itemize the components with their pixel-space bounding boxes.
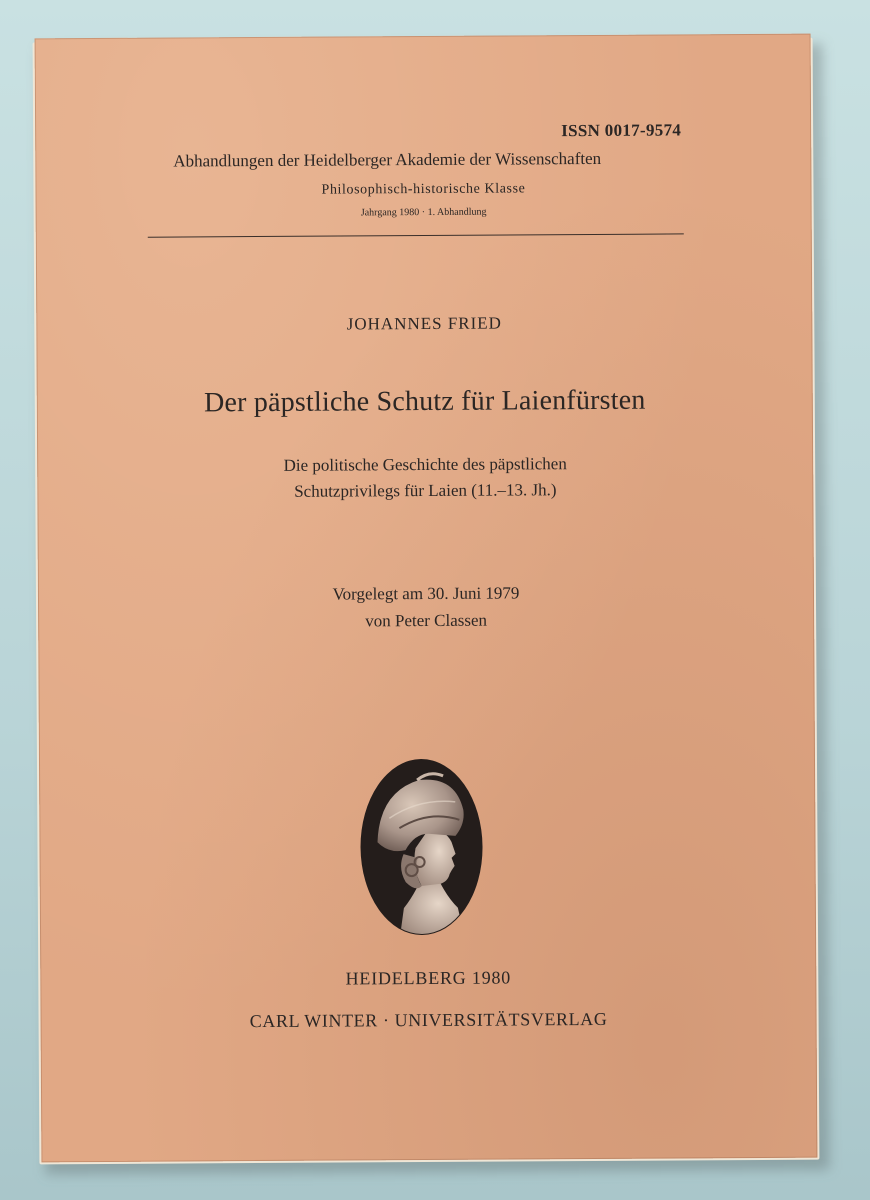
- class-label: Philosophisch-historische Klasse: [321, 181, 526, 198]
- publisher-name: CARL WINTER · UNIVERSITÄTSVERLAG: [249, 1008, 608, 1032]
- book-cover: [35, 34, 818, 1163]
- volume-label: Jahrgang 1980 · 1. Abhandlung: [360, 206, 487, 219]
- athena-medallion-icon: [359, 758, 484, 937]
- author-name: JOHANNES FRIED: [346, 313, 502, 334]
- presented-by: von Peter Classen: [365, 610, 488, 631]
- divider-rule: [148, 233, 684, 237]
- place-year: HEIDELBERG 1980: [345, 967, 512, 989]
- presented-date: Vorgelegt am 30. Juni 1979: [332, 583, 520, 604]
- issn-label: ISSN 0017-9574: [561, 120, 682, 141]
- book-title: Der päpstliche Schutz für Laienfürsten: [203, 384, 646, 419]
- subtitle-line-2: Schutzprivilegs für Laien (11.–13. Jh.): [294, 480, 557, 501]
- series-title: Abhandlungen der Heidelberger Akademie der Wissenschaften: [173, 148, 602, 171]
- subtitle-line-1: Die politische Geschichte des päpstlichen: [283, 454, 567, 475]
